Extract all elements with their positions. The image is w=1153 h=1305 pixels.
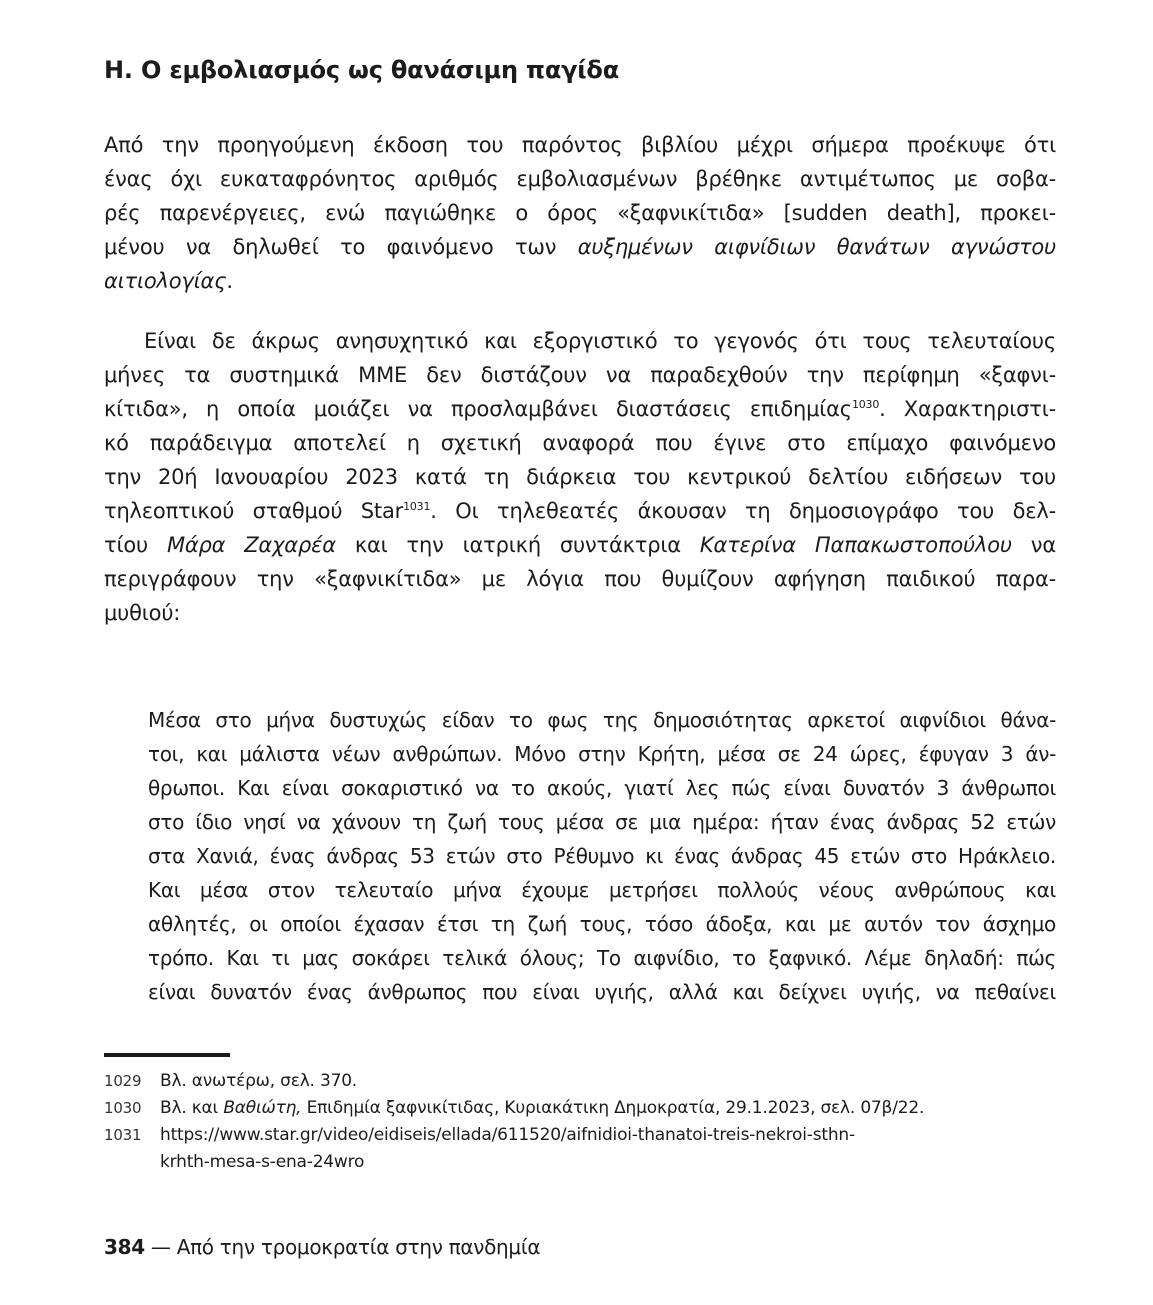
quote-line: Και μέσα στον τελευταίο μήνα έχουμε μετρήσει πολλούς νέους ανθρώπους και — [148, 878, 1056, 902]
footnote-number: 1030 — [104, 1099, 142, 1117]
quote-line: στα Χανιά, ένας άνδρας 53 ετών στο Ρέθυμνο κι ένας άνδρας 45 ετών στο Ηράκλειο. — [148, 844, 1056, 868]
italic-name: Μάρα Ζαχαρέα — [166, 533, 336, 557]
text-run: μένου να δηλωθεί το φαινόμενο των — [104, 235, 578, 259]
paragraph-2-line: την 20ή Ιανουαρίου 2023 κατά τη διάρκεια του κεντρικού δελτίου ειδήσεων του — [104, 465, 1056, 489]
paragraph-2 — [104, 324, 1056, 630]
text-run: και την ιατρική συντάκτρια — [335, 533, 700, 557]
text-run: να — [1011, 533, 1056, 557]
text-run: . — [226, 269, 233, 293]
quote-line: Μέσα στο μήνα δυστυχώς είδαν το φως της δημοσιότητας αρκετοί αιφνίδιοι θάνα- — [148, 708, 1056, 732]
text-run: τηλεοπτικού σταθμού Star — [104, 499, 404, 523]
url-line[interactable]: krhth-mesa-s-ena-24wro — [160, 1152, 365, 1172]
quote-line: αθλητές, οι οποίοι έχασαν έτσι τη ζωή τους, τόσο άδοξα, και με αυτόν τον άσχημο — [148, 912, 1056, 936]
italic-name: Κατερίνα Παπακωστοπούλου — [699, 533, 1012, 557]
italic-author: Βαθιώτη, — [223, 1098, 302, 1118]
paragraph-2-line: μυθιού: — [104, 601, 181, 625]
text-run: κίτιδα», η οποία μοιάζει να προσλαμβάνει διαστάσεις επιδημίας — [104, 397, 852, 421]
text-run: . Οι τηλεθεατές άκουσαν τη δημοσιογράφο του δελ- — [430, 499, 1056, 523]
footnotes — [104, 1068, 1056, 1176]
quote-line: τρόπο. Και τι μας σοκάρει τελικά όλους; Το αιφνίδιο, το ξαφνικό. Λέμε δηλαδή: πώς — [148, 946, 1056, 970]
text-run: Επιδημία ξαφνικίτιδας, Κυριακάτικη Δημοκρατία, 29.1.2023, σελ. 07β/22. — [301, 1098, 925, 1118]
footnote-number: 1031 — [104, 1126, 142, 1144]
paragraph-1-line — [104, 230, 1056, 264]
footnote-separator — [104, 1053, 230, 1057]
quote-line: τοι, και μάλιστα νέων ανθρώπων. Μόνο στην Κρήτη, μέσα σε 24 ώρες, έφυγαν 3 άν- — [148, 742, 1056, 766]
italic-phrase: αιτιολογίας — [104, 269, 227, 293]
text-run: . Χαρακτηριστι- — [879, 397, 1056, 421]
footnote-1029 — [104, 1068, 1056, 1095]
paragraph-2-line: κό παράδειγμα αποτελεί η σχετική αναφορά που έγινε στο επίμαχο φαινόμενο — [104, 431, 1056, 455]
paragraph-2-line: μήνες τα συστημικά ΜΜΕ δεν διστάζουν να παραδεχθούν την περίφημη «ξαφνι- — [104, 363, 1056, 387]
footnote-text: Βλ. ανωτέρω, σελ. 370. — [160, 1071, 358, 1091]
paragraph-2-line: Είναι δε άκρως ανησυχητικό και εξοργιστικό το γεγονός ότι τους τελευταίους — [144, 329, 1056, 353]
text-run: Βλ. και — [160, 1098, 224, 1118]
footnote-1030 — [104, 1095, 1056, 1122]
page-number: 384 — [104, 1235, 145, 1259]
running-title: Από την τρομοκρατία στην πανδημία — [176, 1235, 541, 1259]
paragraph-1-line — [104, 264, 1056, 298]
paragraph-2-line — [104, 494, 1056, 528]
page-footer — [104, 1232, 804, 1262]
paragraph-1-line: Από την προηγούμενη έκδοση του παρόντος βιβλίου μέχρι σήμερα προέκυψε ότι — [104, 133, 1056, 157]
paragraph-1-line: ρές παρενέργειες, ενώ παγιώθηκε ο όρος «ξαφνικίτιδα» [sudden death], προκει- — [104, 201, 1056, 225]
paragraph-1-line: ένας όχι ευκαταφρόνητος αριθμός εμβολιασμένων βρέθηκε αντιμέτωπος με σοβα- — [104, 167, 1056, 191]
footer-separator: — — [144, 1235, 177, 1259]
footnote-ref-1030[interactable]: 1030 — [851, 398, 880, 411]
paragraph-1 — [104, 128, 1056, 298]
footnote-url[interactable] — [160, 1122, 1056, 1176]
url-line[interactable]: https://www.star.gr/video/eidiseis/ellada/611520/aifnidioi-thanatoi-treis-nekroi-sthn- — [160, 1125, 855, 1145]
footnote-ref-1031[interactable]: 1031 — [403, 500, 431, 513]
quote-line: είναι δυνατόν ένας άνθρωπος που είναι υγιής, αλλά και δείχνει υγιής, να πεθαίνει — [148, 980, 1056, 1004]
quote-line: στο ίδιο νησί να χάνουν τη ζωή τους μέσα σε μια ημέρα: ήταν ένας άνδρας 52 ετών — [148, 810, 1056, 834]
paragraph-2-line: περιγράφουν την «ξαφνικίτιδα» με λόγια που θυμίζουν αφήγηση παιδικού παρα- — [104, 567, 1056, 591]
paragraph-2-line — [104, 528, 1056, 562]
paragraph-2-line — [104, 392, 1056, 426]
quote-line: θρωποι. Και είναι σοκαριστικό να το ακούς, γιατί λες πώς είναι δυνατόν 3 άνθρωποι — [148, 776, 1056, 800]
text-run: τίου — [104, 533, 167, 557]
italic-phrase: αυξημένων αιφνίδιων θανάτων αγνώστου — [577, 235, 1056, 259]
block-quote — [148, 703, 1056, 1009]
footnote-1031 — [104, 1122, 1056, 1176]
section-heading: Η. Ο εμβολιασμός ως θανάσιμη παγίδα — [104, 56, 620, 84]
footnote-text — [160, 1095, 1056, 1122]
footnote-number: 1029 — [104, 1072, 142, 1090]
